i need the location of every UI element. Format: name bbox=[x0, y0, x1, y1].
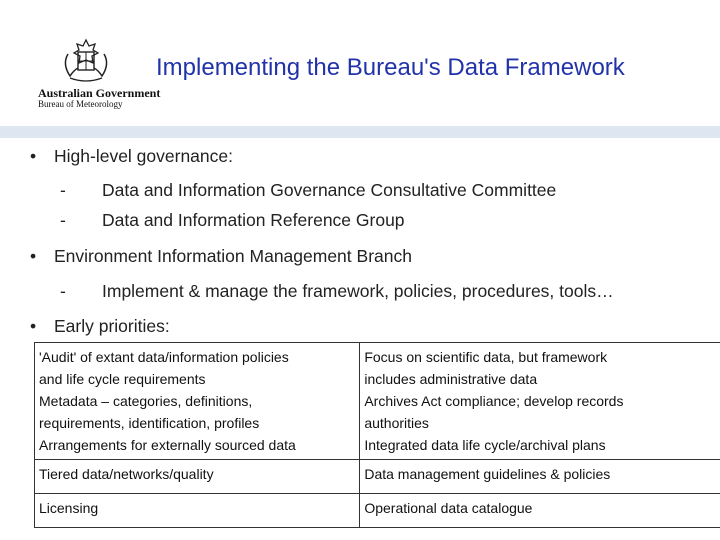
cell-line: Data management guidelines & policies bbox=[364, 466, 611, 482]
cell-line: authorities bbox=[364, 415, 429, 431]
bullet-governance bbox=[30, 146, 233, 167]
australian-government-logo bbox=[30, 36, 161, 112]
bullet-text: Early priorities: bbox=[54, 316, 170, 336]
table-row bbox=[35, 460, 720, 494]
logo-government-text: Australian Government bbox=[38, 86, 161, 100]
bullet-marker: • bbox=[30, 316, 37, 336]
logo-bureau-text: Bureau of Meteorology bbox=[38, 99, 123, 109]
cell-line: and life cycle requirements bbox=[39, 371, 206, 387]
cell-line: Archives Act compliance; develop records bbox=[364, 393, 624, 409]
bullet-text: High-level governance: bbox=[54, 146, 233, 166]
cell-line: Tiered data/networks/quality bbox=[39, 466, 214, 482]
table-cell bbox=[360, 343, 720, 460]
table-row bbox=[35, 494, 720, 528]
dash-marker: - bbox=[60, 180, 66, 200]
cell-line: Focus on scientific data, but framework bbox=[364, 349, 608, 365]
cell-line: includes administrative data bbox=[364, 371, 538, 387]
cell-line: Arrangements for externally sourced data bbox=[39, 437, 296, 453]
cell-line: Licensing bbox=[39, 500, 99, 516]
sub-item-text: Implement & manage the framework, policies, procedures, tools… bbox=[102, 281, 614, 301]
cell-line: Integrated data life cycle/archival plans bbox=[364, 437, 606, 453]
cell-line: Operational data catalogue bbox=[364, 500, 533, 516]
table-cell bbox=[35, 494, 360, 528]
sub-item-text: Data and Information Reference Group bbox=[102, 210, 405, 230]
bullet-marker: • bbox=[30, 146, 37, 166]
header-divider-band bbox=[0, 126, 720, 138]
bullet-text: Environment Information Management Branch bbox=[54, 246, 412, 266]
slide-title: Implementing the Bureau's Data Framework bbox=[156, 54, 625, 81]
sub-item-text: Data and Information Governance Consultative Committee bbox=[102, 180, 557, 200]
priorities-table bbox=[34, 342, 720, 528]
coat-of-arms-icon bbox=[60, 36, 112, 84]
table-cell bbox=[360, 494, 720, 528]
cell-line: Metadata – categories, definitions, bbox=[39, 393, 253, 409]
bullet-early-priorities bbox=[30, 316, 170, 337]
table-cell bbox=[35, 343, 360, 460]
table-cell bbox=[360, 460, 720, 494]
dash-marker: - bbox=[60, 281, 66, 301]
dash-marker: - bbox=[60, 210, 66, 230]
table-row bbox=[35, 343, 720, 460]
bullet-marker: • bbox=[30, 246, 37, 266]
cell-line: 'Audit' of extant data/information policies bbox=[39, 349, 289, 365]
cell-line: requirements, identification, profiles bbox=[39, 415, 260, 431]
bullet-eim-branch bbox=[30, 246, 412, 267]
table-cell bbox=[35, 460, 360, 494]
